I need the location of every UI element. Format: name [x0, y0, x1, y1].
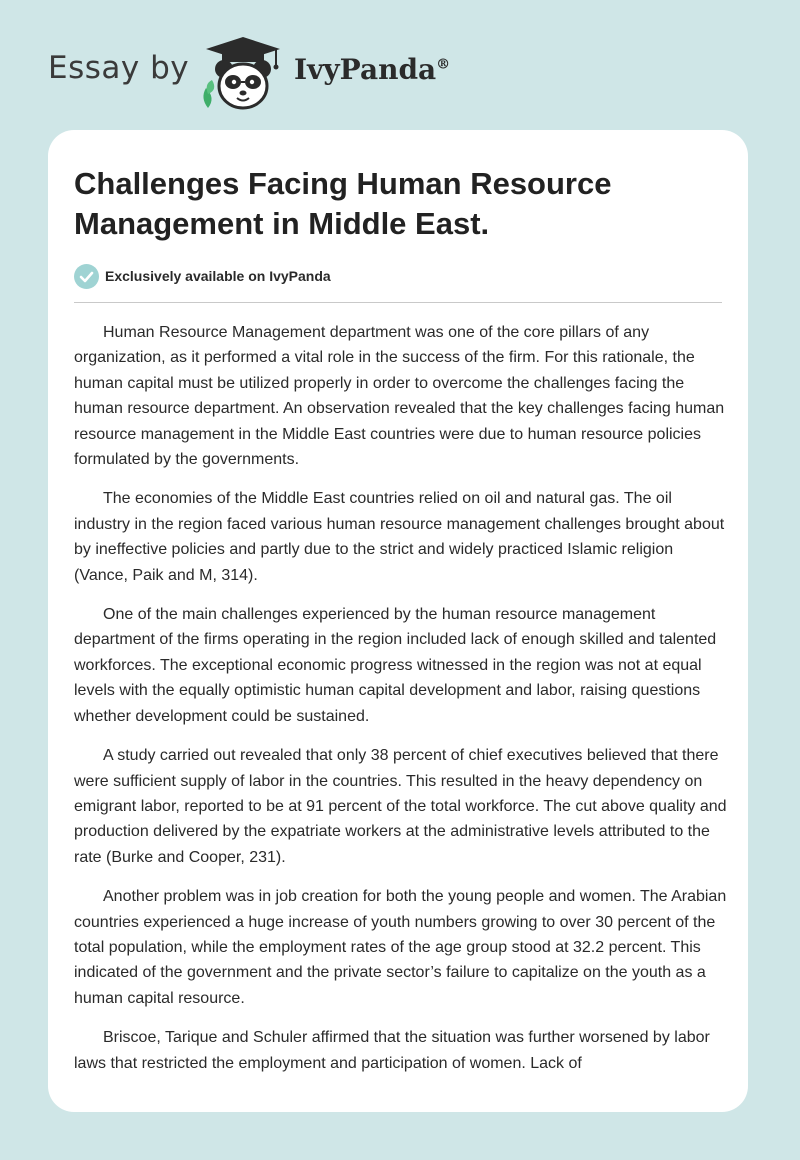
divider [74, 302, 722, 303]
paragraph: The economies of the Middle East countries relied on oil and natural gas. The oil industry in the region faced various human resource management challenges brought about by ineffective policies and partly due to the strict and widely practiced Islamic religion (Vance, Paik and M, 314). [74, 490, 725, 584]
exclusive-badge [74, 263, 331, 289]
paragraph: One of the main challenges experienced by the human resource management department of the firms operating in the region included lack of enough skilled and talented workforces. The exceptional economic progress witnessed in the region was not at equal levels with the equally optimistic human capital development and labor, raising questions whether development could be sustained. [74, 606, 717, 725]
exclusive-badge-label: Exclusively available on IvyPanda [105, 268, 331, 284]
paragraph: A study carried out revealed that only 38 percent of chief executives believed that there were sufficient supply of labor in the countries. This resulted in the heavy dependency on emigrant labor, reported to be at 91 percent of the total workforce. The cut above quality and production delivered by the expatriate workers at the administrative levels attributed to the rate (Burke and Cooper, 231). [74, 747, 727, 866]
essay-card [48, 130, 748, 1112]
essay-body [74, 320, 730, 1090]
brand-header[interactable] [48, 36, 508, 112]
brand-name [294, 53, 450, 86]
essay-by-label: Essay by [48, 50, 190, 86]
paragraph: Another problem was in job creation for both the young people and women. The Arabian countries experienced a huge increase of youth numbers growing to over 30 percent of the total population, while the employment rates of the age group stood at 32.2 percent. This indicated of the government and the private sector’s failure to capitalize on the youth as a human capital resource. [74, 888, 727, 1007]
page-title: Challenges Facing Human Resource Management in Middle East. [74, 166, 612, 241]
check-icon [74, 264, 99, 289]
paragraph: Human Resource Management department was one of the core pillars of any organization, as it performed a vital role in the success of the firm. For this rationale, the human capital must be utilized properly in order to overcome the challenges facing the human resource department. An observation revealed that the key challenges facing human resource management in the Middle East countries were due to human resource policies formulated by the governments. [74, 324, 725, 469]
ivypanda-logo-icon [200, 36, 286, 112]
brand-name-text: IvyPanda [294, 53, 437, 86]
paragraph: Briscoe, Tarique and Schuler affirmed that the situation was further worsened by labor laws that restricted the employment and participation of women. Lack of [74, 1029, 710, 1072]
registered-mark: ® [436, 56, 451, 73]
